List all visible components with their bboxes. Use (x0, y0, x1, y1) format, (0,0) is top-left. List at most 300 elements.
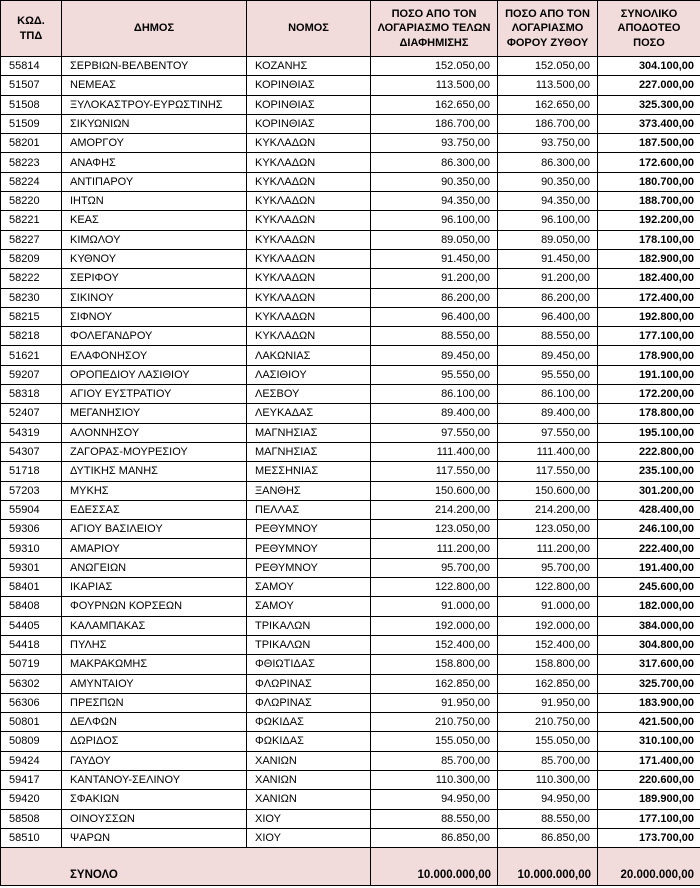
advertising-amount-cell: 113.500,00 (371, 76, 498, 95)
table-row (1, 404, 700, 423)
code-cell: 58408 (1, 597, 62, 616)
municipality-cell: ΖΑΓΟΡΑΣ-ΜΟΥΡΕΣΙΟΥ (62, 442, 247, 461)
advertising-amount-cell: 111.200,00 (371, 539, 498, 558)
total-amount-cell: 428.400,00 (598, 500, 700, 519)
prefecture-cell: ΛΕΥΚΑΔΑΣ (247, 404, 371, 423)
advertising-amount-cell: 122.800,00 (371, 578, 498, 597)
prefecture-cell: ΠΕΛΛΑΣ (247, 500, 371, 519)
prefecture-cell: ΦΩΚΙΔΑΣ (247, 713, 371, 732)
beer-tax-amount-cell: 91.200,00 (498, 269, 598, 288)
beer-tax-amount-cell: 85.700,00 (498, 751, 598, 770)
total-amount-cell: 189.900,00 (598, 790, 700, 809)
municipality-cell: ΑΝΑΦΗΣ (62, 153, 247, 172)
advertising-amount-cell: 162.850,00 (371, 674, 498, 693)
total-amount-cell: 227.000,00 (598, 76, 700, 95)
beer-tax-amount-cell: 94.350,00 (498, 192, 598, 211)
advertising-amount-cell: 88.550,00 (371, 809, 498, 828)
table-row (1, 269, 700, 288)
prefecture-cell: ΞΑΝΘΗΣ (247, 481, 371, 500)
municipality-cell: ΟΙΝΟΥΣΣΩΝ (62, 809, 247, 828)
total-amount-cell: 191.400,00 (598, 558, 700, 577)
prefecture-cell: ΚΥΚΛΑΔΩΝ (247, 230, 371, 249)
code-cell: 58227 (1, 230, 62, 249)
municipality-cell: ΕΛΑΦΟΝΗΣΟΥ (62, 346, 247, 365)
beer-tax-amount-cell: 86.100,00 (498, 385, 598, 404)
total-amount-cell: 172.400,00 (598, 288, 700, 307)
prefecture-cell: ΛΑΣΙΘΙΟΥ (247, 365, 371, 384)
advertising-amount-cell: 89.050,00 (371, 230, 498, 249)
municipality-cell: ΣΙΚΙΝΟΥ (62, 288, 247, 307)
table-row (1, 114, 700, 133)
code-cell: 58223 (1, 153, 62, 172)
advertising-amount-cell: 186.700,00 (371, 114, 498, 133)
total-amount-cell: 310.100,00 (598, 732, 700, 751)
prefecture-cell: ΜΑΓΝΗΣΙΑΣ (247, 423, 371, 442)
total-amount-cell: 325.300,00 (598, 95, 700, 114)
table-row (1, 751, 700, 770)
column-header-municipality: ΔΗΜΟΣ (62, 1, 247, 57)
table-row (1, 95, 700, 114)
total-beer-tax-amount: 10.000.000,00 (498, 848, 598, 886)
beer-tax-amount-cell: 89.450,00 (498, 346, 598, 365)
code-cell: 54307 (1, 442, 62, 461)
code-cell: 59207 (1, 365, 62, 384)
prefecture-cell: ΛΑΚΩΝΙΑΣ (247, 346, 371, 365)
beer-tax-amount-cell: 113.500,00 (498, 76, 598, 95)
header-row (1, 1, 700, 57)
advertising-amount-cell: 150.600,00 (371, 481, 498, 500)
prefecture-cell: ΧΑΝΙΩΝ (247, 751, 371, 770)
table-row (1, 134, 700, 153)
advertising-amount-cell: 162.650,00 (371, 95, 498, 114)
advertising-amount-cell: 86.300,00 (371, 153, 498, 172)
advertising-amount-cell: 152.050,00 (371, 57, 498, 76)
advertising-amount-cell: 86.850,00 (371, 828, 498, 847)
advertising-amount-cell: 85.700,00 (371, 751, 498, 770)
total-amount-cell: 384.000,00 (598, 616, 700, 635)
beer-tax-amount-cell: 96.100,00 (498, 211, 598, 230)
municipality-cell: ΔΕΛΦΩΝ (62, 713, 247, 732)
total-amount-cell: 178.100,00 (598, 230, 700, 249)
municipality-cell: ΦΟΥΡΝΩΝ ΚΟΡΣΕΩΝ (62, 597, 247, 616)
municipality-cell: ΑΜΥΝΤΑΙΟΥ (62, 674, 247, 693)
total-amount-cell: 246.100,00 (598, 520, 700, 539)
advertising-amount-cell: 91.000,00 (371, 597, 498, 616)
table-row (1, 693, 700, 712)
prefecture-cell: ΤΡΙΚΑΛΩΝ (247, 635, 371, 654)
prefecture-cell: ΤΡΙΚΑΛΩΝ (247, 616, 371, 635)
code-cell: 58221 (1, 211, 62, 230)
table-row (1, 385, 700, 404)
beer-tax-amount-cell: 162.650,00 (498, 95, 598, 114)
prefecture-cell: ΛΕΣΒΟΥ (247, 385, 371, 404)
table-row (1, 558, 700, 577)
code-cell: 59420 (1, 790, 62, 809)
total-amount-cell: 317.600,00 (598, 655, 700, 674)
table-row (1, 76, 700, 95)
total-amount-cell: 187.500,00 (598, 134, 700, 153)
beer-tax-amount-cell: 93.750,00 (498, 134, 598, 153)
beer-tax-amount-cell: 152.400,00 (498, 635, 598, 654)
prefecture-cell: ΡΕΘΥΜΝΟΥ (247, 539, 371, 558)
municipality-cell: ΨΑΡΩΝ (62, 828, 247, 847)
prefecture-cell: ΡΕΘΥΜΝΟΥ (247, 558, 371, 577)
advertising-amount-cell: 155.050,00 (371, 732, 498, 751)
advertising-amount-cell: 94.350,00 (371, 192, 498, 211)
table-row (1, 732, 700, 751)
advertising-amount-cell: 96.100,00 (371, 211, 498, 230)
total-amount-cell: 192.200,00 (598, 211, 700, 230)
prefecture-cell: ΦΛΩΡΙΝΑΣ (247, 693, 371, 712)
total-amount-cell: 373.400,00 (598, 114, 700, 133)
beer-tax-amount-cell: 150.600,00 (498, 481, 598, 500)
table-row (1, 288, 700, 307)
prefecture-cell: ΚΟΖΑΝΗΣ (247, 57, 371, 76)
advertising-amount-cell: 86.100,00 (371, 385, 498, 404)
municipality-cell: ΚΑΝΤΑΝΟΥ-ΣΕΛΙΝΟΥ (62, 770, 247, 789)
total-amount-cell: 178.800,00 (598, 404, 700, 423)
total-row (1, 848, 700, 886)
advertising-amount-cell: 89.450,00 (371, 346, 498, 365)
advertising-amount-cell: 90.350,00 (371, 172, 498, 191)
prefecture-cell: ΚΟΡΙΝΘΙΑΣ (247, 76, 371, 95)
advertising-amount-cell: 97.550,00 (371, 423, 498, 442)
total-amount-cell: 182.900,00 (598, 249, 700, 268)
advertising-amount-cell: 96.400,00 (371, 307, 498, 326)
code-cell: 50801 (1, 713, 62, 732)
code-cell: 51507 (1, 76, 62, 95)
code-cell: 58215 (1, 307, 62, 326)
advertising-amount-cell: 86.200,00 (371, 288, 498, 307)
municipality-cell: ΣΕΡΙΦΟΥ (62, 269, 247, 288)
total-amount-cell: 178.900,00 (598, 346, 700, 365)
advertising-amount-cell: 158.800,00 (371, 655, 498, 674)
table-row (1, 172, 700, 191)
beer-tax-amount-cell: 123.050,00 (498, 520, 598, 539)
beer-tax-amount-cell: 89.050,00 (498, 230, 598, 249)
total-amount-cell: 304.100,00 (598, 57, 700, 76)
municipality-cell: ΔΥΤΙΚΗΣ ΜΑΝΗΣ (62, 462, 247, 481)
prefecture-cell: ΡΕΘΥΜΝΟΥ (247, 520, 371, 539)
municipality-cell: ΑΝΩΓΕΙΩΝ (62, 558, 247, 577)
beer-tax-amount-cell: 96.400,00 (498, 307, 598, 326)
municipality-cell: ΟΡΟΠΕΔΙΟΥ ΛΑΣΙΘΙΟΥ (62, 365, 247, 384)
municipality-cell: ΚΕΑΣ (62, 211, 247, 230)
advertising-amount-cell: 95.550,00 (371, 365, 498, 384)
beer-tax-amount-cell: 152.050,00 (498, 57, 598, 76)
table-row (1, 230, 700, 249)
total-amount-cell: 183.900,00 (598, 693, 700, 712)
beer-tax-amount-cell: 89.400,00 (498, 404, 598, 423)
prefecture-cell: ΜΕΣΣΗΝΙΑΣ (247, 462, 371, 481)
total-amount-cell: 222.400,00 (598, 539, 700, 558)
advertising-amount-cell: 88.550,00 (371, 327, 498, 346)
code-cell: 54418 (1, 635, 62, 654)
code-cell: 52407 (1, 404, 62, 423)
code-cell: 51508 (1, 95, 62, 114)
municipality-cell: ΑΜΑΡΙΟΥ (62, 539, 247, 558)
table-footer (1, 848, 700, 886)
municipality-cell: ΝΕΜΕΑΣ (62, 76, 247, 95)
code-cell: 58218 (1, 327, 62, 346)
table-row (1, 346, 700, 365)
total-label: ΣΥΝΟΛΟ (1, 848, 371, 886)
column-header-advertising-fees-amount: ΠΟΣΟ ΑΠΟ ΤΟΝ ΛΟΓΑΡΙΑΣΜΟ ΤΕΛΩΝ ΔΙΑΦΗΜΙΣΗΣ (371, 1, 498, 57)
advertising-amount-cell: 111.400,00 (371, 442, 498, 461)
table-row (1, 153, 700, 172)
advertising-amount-cell: 117.550,00 (371, 462, 498, 481)
beer-tax-amount-cell: 214.200,00 (498, 500, 598, 519)
total-amount-cell: 172.200,00 (598, 385, 700, 404)
table-row (1, 500, 700, 519)
beer-tax-amount-cell: 111.400,00 (498, 442, 598, 461)
code-cell: 58220 (1, 192, 62, 211)
advertising-amount-cell: 95.700,00 (371, 558, 498, 577)
municipality-cell: ΚΥΘΝΟΥ (62, 249, 247, 268)
advertising-amount-cell: 192.000,00 (371, 616, 498, 635)
total-amount-cell: 182.400,00 (598, 269, 700, 288)
beer-tax-amount-cell: 88.550,00 (498, 327, 598, 346)
code-cell: 50719 (1, 655, 62, 674)
total-amount-cell: 192.800,00 (598, 307, 700, 326)
total-amount-cell: 421.500,00 (598, 713, 700, 732)
municipality-cell: ΜΕΓΑΝΗΣΙΟΥ (62, 404, 247, 423)
beer-tax-amount-cell: 111.200,00 (498, 539, 598, 558)
table-row (1, 770, 700, 789)
beer-tax-amount-cell: 162.850,00 (498, 674, 598, 693)
total-amount-cell: 222.800,00 (598, 442, 700, 461)
beer-tax-amount-cell: 86.850,00 (498, 828, 598, 847)
code-cell: 59424 (1, 751, 62, 770)
beer-tax-amount-cell: 97.550,00 (498, 423, 598, 442)
table-row (1, 809, 700, 828)
code-cell: 54405 (1, 616, 62, 635)
code-cell: 56302 (1, 674, 62, 693)
advertising-amount-cell: 123.050,00 (371, 520, 498, 539)
beer-tax-amount-cell: 94.950,00 (498, 790, 598, 809)
total-amount-cell: 301.200,00 (598, 481, 700, 500)
beer-tax-amount-cell: 86.300,00 (498, 153, 598, 172)
prefecture-cell: ΚΥΚΛΑΔΩΝ (247, 307, 371, 326)
total-amount-cell: 220.600,00 (598, 770, 700, 789)
code-cell: 58222 (1, 269, 62, 288)
table-row (1, 481, 700, 500)
beer-tax-amount-cell: 186.700,00 (498, 114, 598, 133)
prefecture-cell: ΦΛΩΡΙΝΑΣ (247, 674, 371, 693)
municipality-cell: ΓΑΥΔΟΥ (62, 751, 247, 770)
municipality-cell: ΙΗΤΩΝ (62, 192, 247, 211)
total-grand-amount: 20.000.000,00 (598, 848, 700, 886)
column-header-code: ΚΩΔ. ΤΠΔ (1, 1, 62, 57)
prefecture-cell: ΚΥΚΛΑΔΩΝ (247, 269, 371, 288)
code-cell: 55904 (1, 500, 62, 519)
advertising-amount-cell: 94.950,00 (371, 790, 498, 809)
code-cell: 58201 (1, 134, 62, 153)
table-row (1, 655, 700, 674)
column-header-prefecture: ΝΟΜΟΣ (247, 1, 371, 57)
code-cell: 51621 (1, 346, 62, 365)
prefecture-cell: ΚΟΡΙΝΘΙΑΣ (247, 114, 371, 133)
municipality-cell: ΜΥΚΗΣ (62, 481, 247, 500)
code-cell: 55814 (1, 57, 62, 76)
prefecture-cell: ΧΙΟΥ (247, 809, 371, 828)
prefecture-cell: ΦΘΙΩΤΙΔΑΣ (247, 655, 371, 674)
total-amount-cell: 191.100,00 (598, 365, 700, 384)
total-amount-cell: 245.600,00 (598, 578, 700, 597)
column-header-total-payable-amount: ΣΥΝΟΛΙΚΟ ΑΠΟΔΟΤΕΟ ΠΟΣΟ (598, 1, 700, 57)
table-row (1, 327, 700, 346)
prefecture-cell: ΚΥΚΛΑΔΩΝ (247, 134, 371, 153)
advertising-amount-cell: 214.200,00 (371, 500, 498, 519)
prefecture-cell: ΦΩΚΙΔΑΣ (247, 732, 371, 751)
beer-tax-amount-cell: 86.200,00 (498, 288, 598, 307)
table-row (1, 828, 700, 847)
table-row (1, 462, 700, 481)
code-cell: 58230 (1, 288, 62, 307)
code-cell: 51509 (1, 114, 62, 133)
code-cell: 58318 (1, 385, 62, 404)
advertising-amount-cell: 152.400,00 (371, 635, 498, 654)
beer-tax-amount-cell: 91.000,00 (498, 597, 598, 616)
prefecture-cell: ΚΥΚΛΑΔΩΝ (247, 192, 371, 211)
total-amount-cell: 235.100,00 (598, 462, 700, 481)
beer-tax-amount-cell: 117.550,00 (498, 462, 598, 481)
advertising-amount-cell: 89.400,00 (371, 404, 498, 423)
table-row (1, 674, 700, 693)
beer-tax-amount-cell: 158.800,00 (498, 655, 598, 674)
municipality-cell: ΞΥΛΟΚΑΣΤΡΟΥ-ΕΥΡΩΣΤΙΝΗΣ (62, 95, 247, 114)
table-row (1, 713, 700, 732)
total-amount-cell: 171.400,00 (598, 751, 700, 770)
table-row (1, 635, 700, 654)
code-cell: 51718 (1, 462, 62, 481)
code-cell: 59306 (1, 520, 62, 539)
code-cell: 56306 (1, 693, 62, 712)
table-row (1, 192, 700, 211)
table-row (1, 520, 700, 539)
code-cell: 58510 (1, 828, 62, 847)
beer-tax-amount-cell: 210.750,00 (498, 713, 598, 732)
prefecture-cell: ΣΑΜΟΥ (247, 578, 371, 597)
prefecture-cell: ΚΥΚΛΑΔΩΝ (247, 172, 371, 191)
municipality-cell: ΑΝΤΙΠΑΡΟΥ (62, 172, 247, 191)
table-row (1, 616, 700, 635)
municipality-cell: ΙΚΑΡΙΑΣ (62, 578, 247, 597)
advertising-amount-cell: 93.750,00 (371, 134, 498, 153)
total-amount-cell: 177.100,00 (598, 809, 700, 828)
beer-tax-amount-cell: 90.350,00 (498, 172, 598, 191)
municipality-cell: ΚΑΛΑΜΠΑΚΑΣ (62, 616, 247, 635)
municipality-cell: ΠΡΕΣΠΩΝ (62, 693, 247, 712)
code-cell: 57203 (1, 481, 62, 500)
beer-tax-amount-cell: 122.800,00 (498, 578, 598, 597)
total-amount-cell: 188.700,00 (598, 192, 700, 211)
municipality-cell: ΔΩΡΙΔΟΣ (62, 732, 247, 751)
municipality-cell: ΕΔΕΣΣΑΣ (62, 500, 247, 519)
municipality-cell: ΚΙΜΩΛΟΥ (62, 230, 247, 249)
municipality-cell: ΑΜΟΡΓΟΥ (62, 134, 247, 153)
code-cell: 58508 (1, 809, 62, 828)
advertising-amount-cell: 110.300,00 (371, 770, 498, 789)
beer-tax-amount-cell: 95.700,00 (498, 558, 598, 577)
advertising-amount-cell: 91.450,00 (371, 249, 498, 268)
municipality-cell: ΣΙΦΝΟΥ (62, 307, 247, 326)
table-header (1, 1, 700, 57)
table-row (1, 539, 700, 558)
municipality-cell: ΣΙΚΥΩΝΙΩΝ (62, 114, 247, 133)
table-row (1, 249, 700, 268)
total-amount-cell: 177.100,00 (598, 327, 700, 346)
prefecture-cell: ΚΥΚΛΑΔΩΝ (247, 288, 371, 307)
municipality-cell: ΑΓΙΟΥ ΕΥΣΤΡΑΤΙΟΥ (62, 385, 247, 404)
table-row (1, 57, 700, 76)
table-row (1, 423, 700, 442)
municipality-cell: ΣΦΑΚΙΩΝ (62, 790, 247, 809)
prefecture-cell: ΧΑΝΙΩΝ (247, 790, 371, 809)
table-row (1, 442, 700, 461)
total-amount-cell: 172.600,00 (598, 153, 700, 172)
code-cell: 59310 (1, 539, 62, 558)
code-cell: 58401 (1, 578, 62, 597)
table-row (1, 790, 700, 809)
total-amount-cell: 304.800,00 (598, 635, 700, 654)
prefecture-cell: ΚΥΚΛΑΔΩΝ (247, 153, 371, 172)
advertising-amount-cell: 91.950,00 (371, 693, 498, 712)
prefecture-cell: ΣΑΜΟΥ (247, 597, 371, 616)
code-cell: 54319 (1, 423, 62, 442)
municipality-cell: ΑΓΙΟΥ ΒΑΣΙΛΕΙΟΥ (62, 520, 247, 539)
total-advertising-amount: 10.000.000,00 (371, 848, 498, 886)
prefecture-cell: ΚΥΚΛΑΔΩΝ (247, 211, 371, 230)
beer-tax-amount-cell: 91.450,00 (498, 249, 598, 268)
total-amount-cell: 195.100,00 (598, 423, 700, 442)
prefecture-cell: ΚΥΚΛΑΔΩΝ (247, 327, 371, 346)
code-cell: 58224 (1, 172, 62, 191)
prefecture-cell: ΧΙΟΥ (247, 828, 371, 847)
municipality-cell: ΦΟΛΕΓΑΝΔΡΟΥ (62, 327, 247, 346)
municipality-cell: ΑΛΟΝΝΗΣΟΥ (62, 423, 247, 442)
beer-tax-amount-cell: 110.300,00 (498, 770, 598, 789)
municipality-cell: ΣΕΡΒΙΩΝ-ΒΕΛΒΕΝΤΟΥ (62, 57, 247, 76)
municipality-cell: ΠΥΛΗΣ (62, 635, 247, 654)
beer-tax-amount-cell: 91.950,00 (498, 693, 598, 712)
table-row (1, 365, 700, 384)
column-header-beer-tax-amount: ΠΟΣΟ ΑΠΟ ΤΟΝ ΛΟΓΑΡΙΑΣΜΟ ΦΟΡΟΥ ΖΥΘΟΥ (498, 1, 598, 57)
municipality-cell: ΜΑΚΡΑΚΩΜΗΣ (62, 655, 247, 674)
prefecture-cell: ΚΟΡΙΝΘΙΑΣ (247, 95, 371, 114)
beer-tax-amount-cell: 192.000,00 (498, 616, 598, 635)
total-amount-cell: 180.700,00 (598, 172, 700, 191)
prefecture-cell: ΧΑΝΙΩΝ (247, 770, 371, 789)
code-cell: 59417 (1, 770, 62, 789)
table-row (1, 597, 700, 616)
table-row (1, 578, 700, 597)
beer-tax-amount-cell: 155.050,00 (498, 732, 598, 751)
table-row (1, 211, 700, 230)
code-cell: 58209 (1, 249, 62, 268)
code-cell: 50809 (1, 732, 62, 751)
table-body (1, 57, 700, 848)
total-amount-cell: 325.700,00 (598, 674, 700, 693)
prefecture-cell: ΚΥΚΛΑΔΩΝ (247, 249, 371, 268)
code-cell: 59301 (1, 558, 62, 577)
beer-tax-amount-cell: 88.550,00 (498, 809, 598, 828)
beer-tax-amount-cell: 95.550,00 (498, 365, 598, 384)
total-amount-cell: 182.000,00 (598, 597, 700, 616)
table-row (1, 307, 700, 326)
advertising-amount-cell: 91.200,00 (371, 269, 498, 288)
prefecture-cell: ΜΑΓΝΗΣΙΑΣ (247, 442, 371, 461)
